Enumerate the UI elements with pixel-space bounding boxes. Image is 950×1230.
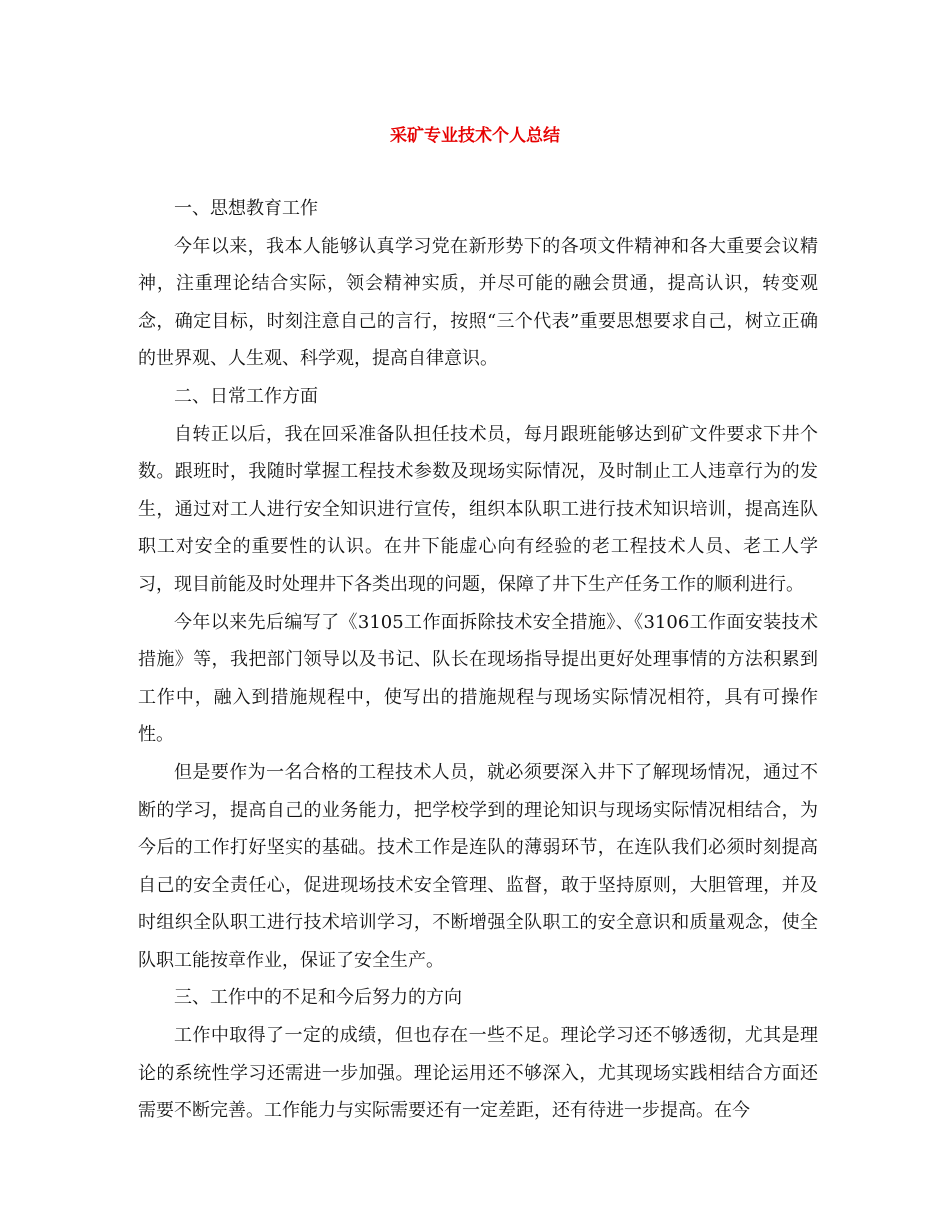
- paragraph-daily-work-2: 今年以来先后编写了《3105工作面拆除技术安全措施》、《3106工作面安装技术措施》等，我把部门领导以及书记、队长在现场指导提出更好处理事情的方法积累到工作中，融入到措施规程中，使写出的措施规程与现场实际情况相符，具有可操作性。: [138, 611, 818, 746]
- section-heading-ideology: 一、思想教育工作: [174, 198, 318, 219]
- document-body: [138, 190, 818, 1130]
- section-heading-shortcomings: 三、工作中的不足和今后努力的方向: [174, 987, 462, 1009]
- section-heading-daily-work: 二、日常工作方面: [174, 385, 318, 407]
- paragraph-daily-work-3: 但是要作为一名合格的工程技术人员，就必须要深入井下了解现场情况，通过不断的学习，提高自己的业务能力，把学校学到的理论知识与现场实际情况相结合，为今后的工作打好坚实的基础。技术工作是连队的薄弱环节，在连队我们必须时刻提高自己的安全责任心，促进现场技术安全管理、监督，敢于坚持原则，大胆管理，并及时组织全队职工进行技术培训学习，不断增强全队职工的安全意识和质量观念，使全队职工能按章作业，保证了安全生产。: [138, 761, 818, 971]
- paragraph-shortcomings: 工作中取得了一定的成绩，但也存在一些不足。理论学习还不够透彻，尤其是理论的系统性学习还需进一步加强。理论运用还不够深入，尤其现场实践相结合方面还需要不断完善。工作能力与实际需要还有一定差距，还有待进一步提高。在今: [138, 1025, 818, 1122]
- paragraph-ideology: 今年以来，我本人能够认真学习党在新形势下的各项文件精神和各大重要会议精神，注重理论结合实际，领会精神实质，并尽可能的融会贯通，提高认识，转变观念，确定目标，时刻注意自己的言行，按照“三个代表”重要思想要求自己，树立正确的世界观、人生观、科学观，提高自律意识。: [138, 235, 818, 370]
- paragraph-daily-work-1: 自转正以后，我在回采准备队担任技术员，每月跟班能够达到矿文件要求下井个数。跟班时，我随时掌握工程技术参数及现场实际情况，及时制止工人违章行为的发生，通过对工人进行安全知识进行宣传，组织本队职工进行技术知识培训，提高连队职工对安全的重要性的认识。在井下能虚心向有经验的老工程技术人员、老工人学习，现目前能及时处理井下各类出现的问题，保障了井下生产任务工作的顺利进行。: [138, 423, 818, 595]
- document-title: 采矿专业技术个人总结: [390, 126, 560, 146]
